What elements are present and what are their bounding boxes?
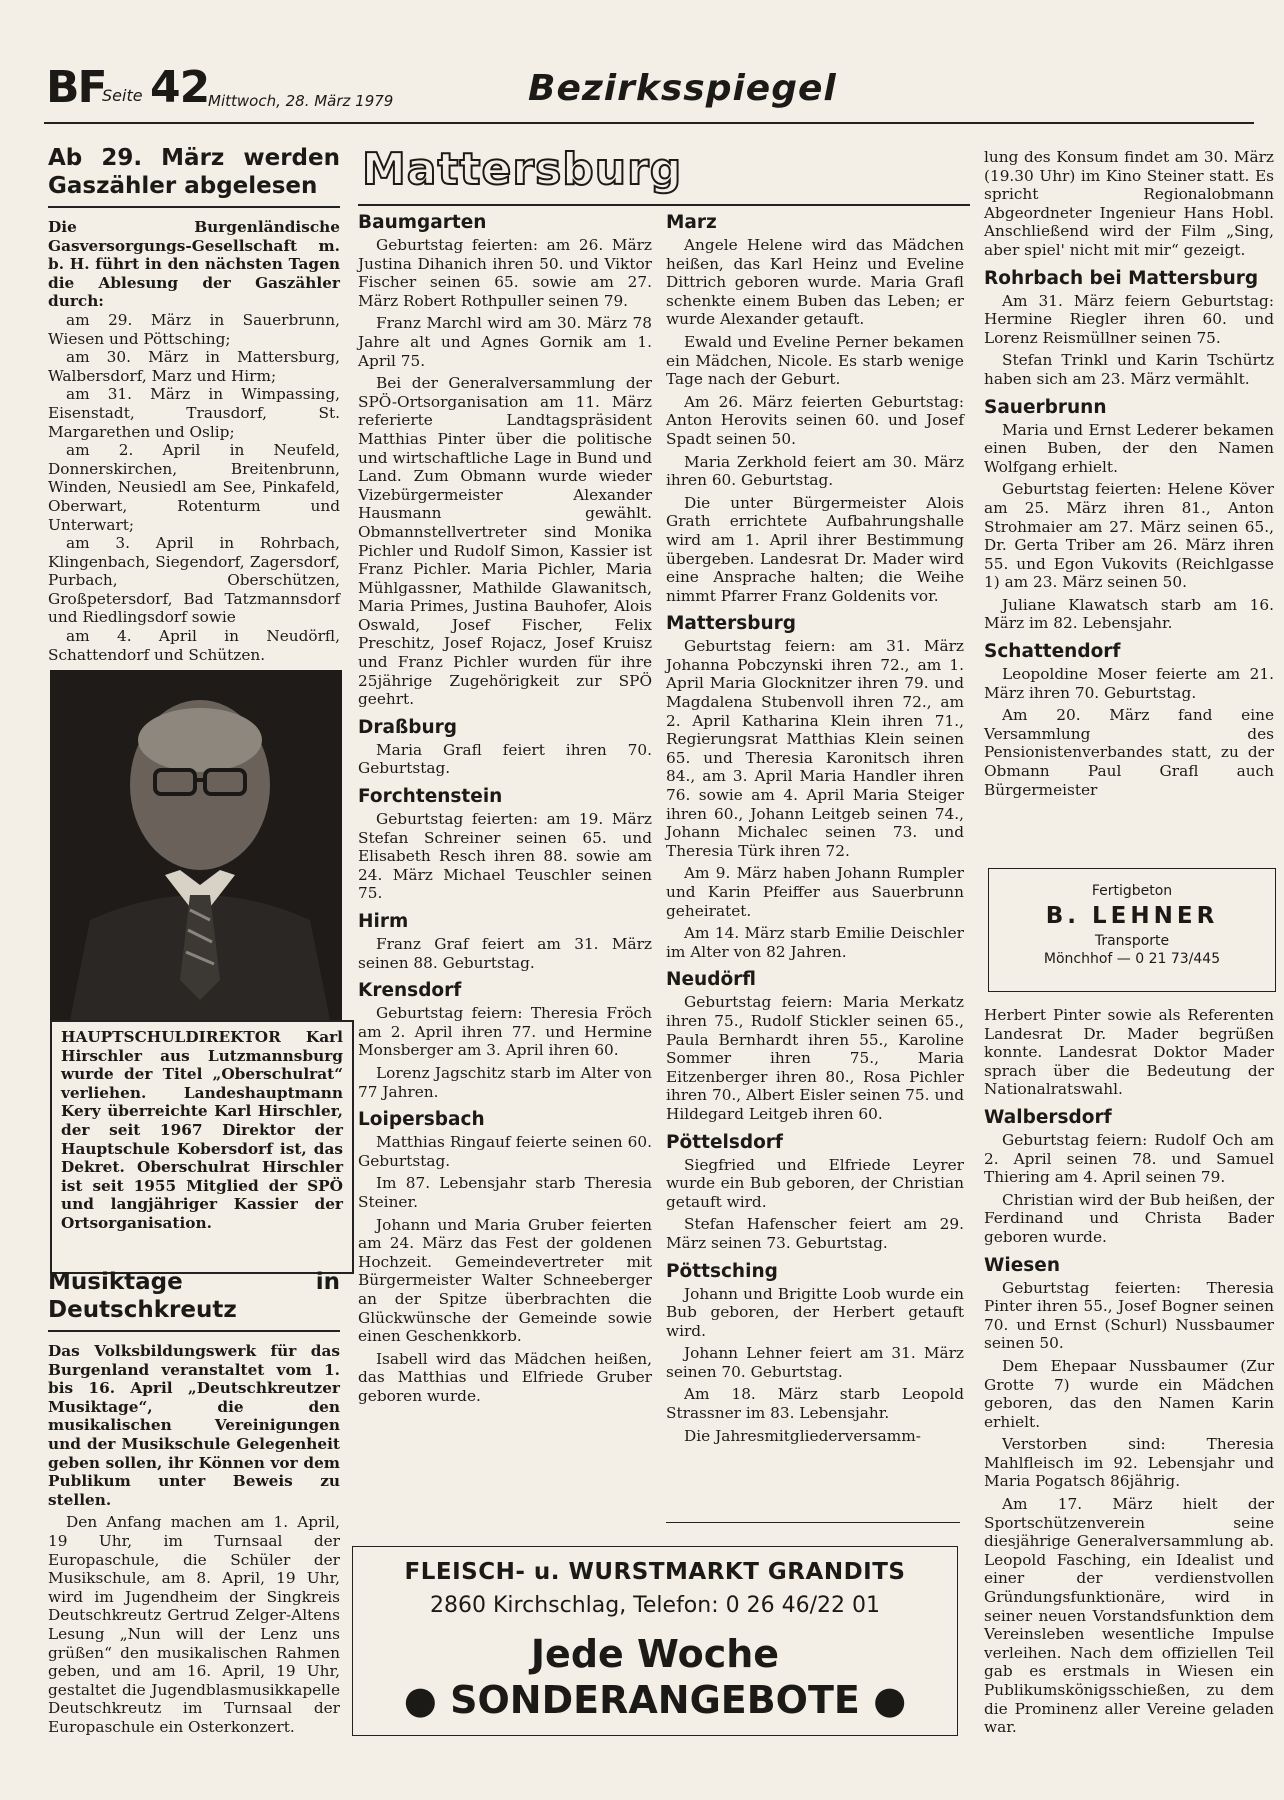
column-4-bottom [984,1006,1274,1737]
ad-lehner-phone: Mönchhof — 0 21 73/445 [1043,951,1221,967]
schedule-item: am 2. April in Neufeld, Donnerskirchen, Breitenbrunn, Winden, Neusiedl am See, Pinkafeld, Oberwart, Rotenturm und Unterwart; [48,441,340,534]
section-paragraph: Franz Graf feiert am 31. März seinen 88. Geburtstag. [358,935,652,972]
schedule-item: am 4. April in Neudörfl, Schattendorf und Schützen. [48,627,340,664]
section-paragraph: Geburtstag feiern: am 31. März Johanna Pobczynski ihren 72., am 1. April Maria Glocknitzer ihren 79. und Magdalena Stubenvoll ihren 72., am 2. April Katharina Klein ihren 71., Regierungsrat Matthias Klein seinen 65. und Theresia Karonitsch ihren 84., am 3. April Maria Handler ihren 76. sowie am 4. April Maria Steiger ihren 60., Johann Leitgeb seinen 74., Johann Michalec seinen 73. und Theresia Türk ihren 72. [666,637,964,860]
column-rule [666,1522,960,1523]
headline-musiktage: Musiktage in Deutschkreutz [48,1269,340,1323]
schedule-item: am 31. März in Wimpassing, Eisenstadt, Trausdorf, St. Margarethen und Oslip; [48,385,340,441]
section-paragraph: Johann und Maria Gruber feierten am 24. März das Fest der goldenen Hochzeit. Gemeindevertreter mit Bürgermeister Walter Schneeberger an der Spitze überbrachten die Glückwünsche der Gemeinde sowie einen Geschenkkorb. [358,1215,652,1346]
story-musiktage [48,1268,340,1736]
section-paragraph: Stefan Trinkl und Karin Tschürtz haben sich am 23. März vermählt. [984,351,1274,388]
section-heading: Mattersburg [666,613,797,635]
section-paragraph: Die Jahresmitgliederversamm- [684,1426,921,1445]
section-paragraph: Siegfried und Elfriede Leyrer wurde ein Bub geboren, der Christian getauft wird. [666,1155,964,1211]
headline-rule [48,206,340,208]
section-paragraph: Christian wird der Bub heißen, der Ferdinand und Christa Bader geboren wurde. [984,1190,1275,1246]
section-heading: Loipersbach [358,1109,485,1131]
section-heading: Pöttsching [666,1260,778,1282]
schedule-item: am 30. März in Mattersburg, Walbersdorf, Marz und Hirm; [48,348,340,385]
section-paragraph: lung des Konsum findet am 30. März (19.30 Uhr) im Kino Steiner statt. Es spricht Regionalobmann Abgeordneter Ingenieur Hans Hobl. Anschließend wird der Film „Sing, aber spiel' nicht mit mir“ gezeigt. [984,148,1274,259]
ad-lehner-name: B. LEHNER [1045,903,1219,929]
section-paragraph: Juliane Klawatsch starb am 16. März im 82. Lebensjahr. [984,595,1274,633]
section-heading: Marz [666,212,717,233]
section-heading: Rohrbach bei Mattersburg [984,267,1259,289]
section-heading: Krensdorf [358,980,462,1002]
section-paragraph: Bei der Generalversammlung der SPÖ-Ortsorganisation am 11. März referierte Landtagspräsident Matthias Pinter über die politische und wirtschaftliche Lage in Bund und Land. Zum Obmann wurde wieder Vizebürgermeister Alexander Hausmann gewählt. Obmannstellvertreter sind Monika Pichler und Rudolf Simon, Kassier ist Franz Pichler. Maria Pichler, Maria Mühlgassner, Mathilde Glawanitsch, Maria Primes, Justina Bauhofer, Alois Oswald, Josef Fischer, Felix Preschitz, Josef Rojacz, Josef Kruisz und Franz Pichler wurden für ihre 25jährige Zugehörigkeit zur SPÖ geehrt. [358,374,652,709]
ad-grandits-offers [353,1678,957,1722]
bullet-icon: ● [403,1678,437,1722]
section-heading: Wiesen [984,1254,1061,1276]
section-paragraph: Isabell wird das Mädchen heißen, das Matthias und Elfriede Gruber geboren wurde. [358,1349,652,1405]
section-paragraph: Am 20. März fand eine Versammlung des Pensionistenverbandes statt, zu der Obmann Paul Grafl auch Bürgermeister [984,706,1274,799]
section-paragraph: Am 31. März feiern Geburtstag: Hermine Riegler ihren 60. und Lorenz Reismüllner seinen 75. [984,291,1274,347]
section-paragraph: Geburtstag feierten: am 19. März Stefan Schreiner seinen 65. und Elisabeth Resch ihren 88. sowie am 24. März Michael Teuschler seinen 75. [358,810,652,903]
section-heading: Draßburg [358,716,458,738]
masthead-rule [358,204,970,206]
ad-grandits-offers-text: SONDERANGEBOTE [450,1678,860,1722]
section-paragraph: Lorenz Jagschitz starb im Alter von 77 Jahren. [358,1063,652,1101]
section-paragraph: Maria Zerkhold feiert am 30. März ihren 60. Geburtstag. [666,452,964,490]
section-paragraph: Am 14. März starb Emilie Deischler im Alter von 82 Jahren. [666,924,964,961]
section-paragraph: Ewald und Eveline Perner bekamen ein Mädchen, Nicole. Es starb wenige Tage nach der Geburt. [666,332,964,389]
portrait-image [50,670,342,1020]
ad-grandits-address: 2860 Kirchschlag, Telefon: 0 26 46/22 01 [430,1593,880,1618]
section-paragraph: Leopoldine Moser feierte am 21. März ihren 70. Geburtstag. [984,665,1274,702]
section-heading: Sauerbrunn [984,396,1107,418]
section-paragraph: Im 87. Lebensjahr starb Theresia Steiner. [358,1174,652,1211]
section-paragraph: Geburtstag feiern: Maria Merkatz ihren 75., Rudolf Stickler seinen 65., Paula Bernhardt ihren 55., Karoline Sommer ihren 75., Maria Eitzenberger ihren 80., Rosa Pichler ihren 70., Albert Eisler seinen 75. und Hildegard Leitgeb ihren 60. [666,993,964,1123]
column-4-top [984,148,1274,799]
publication-logo: BF [46,62,106,113]
lead-gaszaehler: Die Burgenländische Gasversorgungs-Gesellschaft m. b. H. führt in den nächsten Tagen die Ablesung der Gaszähler durch: [48,218,340,311]
section-paragraph: Geburtstag feierten: Theresia Pinter ihren 55., Josef Bogner seinen 70. und Ernst (Schurl) Nussbaumer seinen 50. [984,1278,1274,1353]
ad-grandits [352,1546,958,1736]
page-label: Seite [102,86,143,105]
ad-grandits-name: FLEISCH- u. WURSTMARKT GRANDITS [404,1559,906,1585]
section-paragraph: Am 17. März hielt der Sportschützenverein seine diesjährige Generalversammlung ab. Leopold Fasching, ein Idealist und einer der verdienstvollen Gründungsfunktionäre, wird in seiner neuen Vorstandsfunktion dem Vereinsleben wesentliche Impulse verleihen. Nach dem offiziellen Teil gab es erstmals in Wiesen ein Publikumskönigsschießen, zu dem die Prominenz aller Vereine geladen war. [984,1495,1274,1737]
section-heading: Forchtenstein [358,786,503,808]
section-paragraph: Die unter Bürgermeister Alois Grath errichtete Aufbahrungshalle wird am 1. April ihrer Bestimmung übergeben. Landesrat Dr. Mader wird eine Ansprache halten; die Weihe nimmt Pfarrer Franz Goldenits vor. [666,493,964,605]
section-paragraph: Stefan Hafenscher feiert am 29. März seinen 73. Geburtstag. [666,1215,964,1252]
section-paragraph: Am 18. März starb Leopold Strassner im 83. Lebensjahr. [666,1385,964,1423]
section-paragraph: Herbert Pinter sowie als Referenten Landesrat Dr. Mader begrüßen konnte. Landesrat Doktor Mader sprach über die Bedeutung der Nationalratswahl. [984,1006,1274,1099]
section-paragraph: Johann und Brigitte Loob wurde ein Bub geboren, der Herbert getauft wird. [666,1284,964,1340]
section-heading: Schattendorf [984,641,1121,663]
ad-lehner-line2: Transporte [1094,933,1170,949]
section-paragraph: Geburtstag feierten: am 26. März Justina Dihanich ihren 50. und Viktor Fischer seinen 65. sowie am 27. März Robert Rothpuller seinen 79. [358,236,652,310]
section-heading: Walbersdorf [984,1106,1112,1128]
portrait-photo [50,670,342,1020]
section-heading: Baumgarten [358,212,487,233]
ad-lehner [988,868,1276,992]
header-rule [44,122,1254,124]
section-paragraph: Maria und Ernst Lederer bekamen einen Buben, der den Namen Wolfgang erhielt. [984,420,1274,476]
photo-caption: HAUPTSCHULDIREKTOR Karl Hirschler aus Lutzmannsburg wurde der Titel „Oberschulrat“ verliehen. Landeshauptmann Kery überreichte Karl Hirschler, der seit 1967 Direktor der Hauptschule Kobersdorf ist, das Dekret. Oberschulrat Hirschler ist seit 1955 Mitglied der SPÖ und langjähriger Kassier der Ortsorganisation. [50,1020,354,1274]
section-paragraph: Verstorben sind: Theresia Mahlfleisch im 92. Lebensjahr und Maria Pogatsch 86jährig. [984,1435,1274,1491]
section-paragraph: Geburtstag feiern: Theresia Fröch am 2. April ihren 77. und Hermine Monsberger am 3. April ihren 60. [358,1004,652,1060]
section-paragraph: Johann Lehner feiert am 31. März seinen 70. Geburtstag. [666,1344,964,1381]
page-number: 42 [150,62,210,113]
section-paragraph: Geburtstag feierten: Helene Köver am 25. März ihren 81., Anton Strohmaier am 27. März seinen 65., Dr. Gerta Triber am 26. März ihren 55. und Egon Vukovits (Reichlgasse 1) am 23. März seinen 50. [984,480,1274,592]
ad-lehner-line1: Fertigbeton [1091,883,1173,899]
body-musiktage: Den Anfang machen am 1. April, 19 Uhr, im Turnsaal der Europaschule, die Schüler der Musikschule, am 8. April, 19 Uhr, wird im Jugendheim der Singkreis Deutschkreutz Gertrud Zelger-Altens Lesung „Nun will der Lenz uns grüßen“ den musikalischen Rahmen geben, und am 16. April, 19 Uhr, gestaltet die Jugendblasmusikkapelle Deutschkreutz im Turnsaal der Europaschule ein Osterkonzert. [48,1513,340,1736]
section-paragraph: Maria Grafl feiert ihren 70. Geburtstag. [358,740,652,778]
column-1 [48,144,340,664]
section-paragraph: Am 26. März feierten Geburtstag: Anton Herovits seinen 60. und Josef Spadt seinen 50. [666,392,964,448]
ad-grandits-weekly: Jede Woche [530,1632,780,1676]
section-heading: Neudörfl [666,969,756,991]
section-heading: Hirm [358,911,409,932]
lead-musiktage: Das Volksbildungswerk für das Burgenland veranstaltet vom 1. bis 16. April „Deutschkreutzer Musiktage“, die den musikalischen Vereinigungen und der Musikschule Gelegenheit geben sollen, ihr Können vor dem Publikum unter Beweis zu stellen. [48,1342,340,1509]
section-paragraph: Franz Marchl wird am 30. März 78 Jahre alt und Agnes Gornik am 1. April 75. [358,314,652,370]
schedule-item: am 29. März in Sauerbrunn, Wiesen und Pöttsching; [48,310,340,348]
district-masthead: Mattersburg [362,144,683,195]
headline-rule [48,1330,340,1332]
headline-gaszaehler: Ab 29. März werden Gaszähler abgelesen [48,145,340,199]
section-paragraph: Dem Ehepaar Nussbaumer (Zur Grotte 7) wurde ein Mädchen geboren, das den Namen Karin erhielt. [984,1356,1274,1431]
schedule-list [48,311,340,664]
column-2 [358,212,652,1405]
section-title: Bezirksspiegel [528,68,837,109]
column-3 [666,212,964,1445]
bullet-icon: ● [873,1678,907,1722]
section-paragraph: Am 9. März haben Johann Rumpler und Karin Pfeiffer aus Sauerbrunn geheiratet. [666,864,964,920]
section-paragraph: Matthias Ringauf feierte seinen 60. Geburtstag. [358,1133,652,1170]
schedule-item: am 3. April in Rohrbach, Klingenbach, Siegendorf, Zagersdorf, Purbach, Oberschützen, Großpetersdorf, Bad Tatzmannsdorf und Riedlingsdorf sowie [48,534,340,627]
issue-date: Mittwoch, 28. März 1979 [208,92,394,110]
section-heading: Pöttelsdorf [666,1131,783,1153]
section-paragraph: Angele Helene wird das Mädchen heißen, das Karl Heinz und Eveline Dittrich geboren wurde. Maria Grafl schenkte einem Buben das Leben; er wurde Alexander getauft. [666,236,964,329]
section-paragraph: Geburtstag feiern: Rudolf Och am 2. April seinen 78. und Samuel Thiering am 4. April seinen 79. [984,1130,1274,1187]
